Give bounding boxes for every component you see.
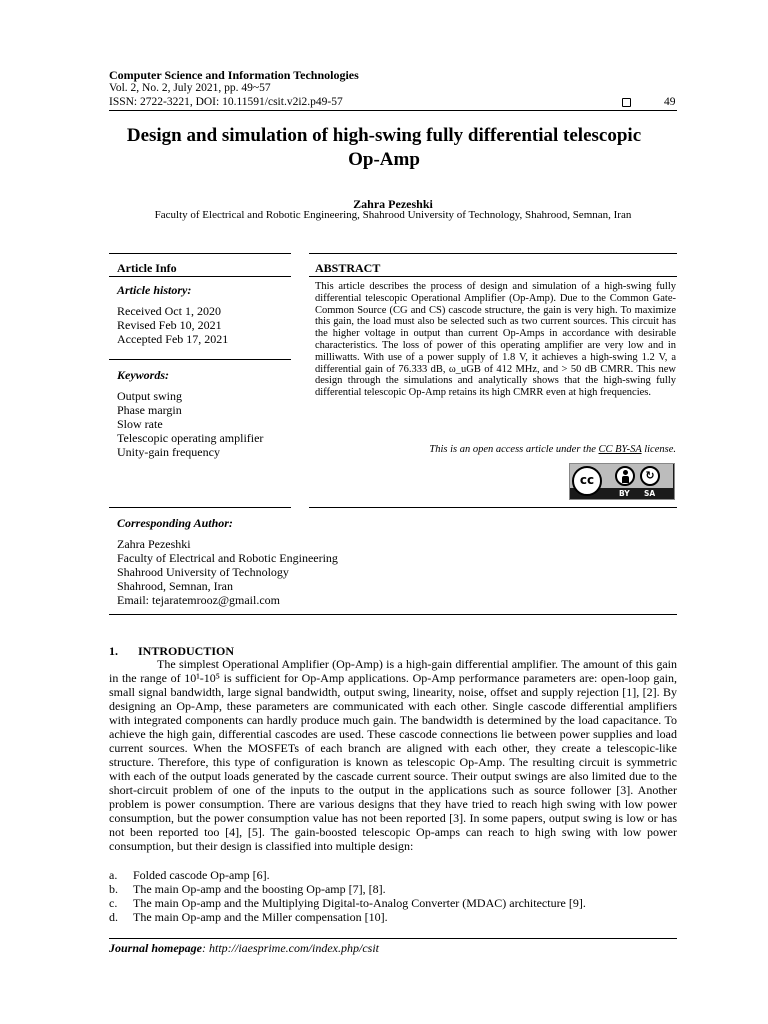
list-text: The main Op-amp and the Multiplying Digital-to-Analog Converter (MDAC) architecture [9]. xyxy=(133,896,586,910)
corresponding-email: Email: tejaratemrooz@gmail.com xyxy=(117,593,280,607)
corresponding-line: Faculty of Electrical and Robotic Engineering xyxy=(117,551,338,565)
author-affiliation: Faculty of Electrical and Robotic Engineering, Shahrood University of Technology, Shahrood, Semnan, Iran xyxy=(154,209,632,221)
list-text: Folded cascode Op-amp [6]. xyxy=(133,868,270,882)
list-item xyxy=(109,910,677,924)
abstract-heading: ABSTRACT xyxy=(315,261,381,275)
corresponding-line: Shahrood, Semnan, Iran xyxy=(117,579,233,593)
list-item xyxy=(109,896,677,910)
abstract-head-rule xyxy=(309,276,677,277)
article-info-heading: Article Info xyxy=(117,261,177,275)
revised-date: Revised Feb 10, 2021 xyxy=(117,318,222,332)
corresponding-line: Zahra Pezeshki xyxy=(117,537,191,551)
square-icon xyxy=(622,98,631,107)
article-history-label: Article history: xyxy=(117,283,192,297)
info-top-rule xyxy=(109,253,291,254)
footer-rule xyxy=(109,938,677,939)
keyword: Output swing xyxy=(117,389,183,403)
author-name: Zahra Pezeshki xyxy=(353,197,433,211)
license-link[interactable]: CC BY-SA xyxy=(598,444,642,455)
history-rule xyxy=(109,359,291,360)
title-line-2: Op-Amp xyxy=(348,149,420,170)
info-head-rule xyxy=(109,276,291,277)
abstract-bottom-rule xyxy=(309,507,677,508)
intro-paragraph: The simplest Operational Amplifier (Op-Amp) is a high-gain differential amplifier. The amount of this gain in the range of 10¹-10⁵ is sufficient for Op-Amp applications. Op-Amp performance parameters are: open-loop gain, small signal bandwidth, large signal bandwidth, output swing, linearity, noise, offset and supply rejection [1], [2]. By designing an Op-Amp, these parameters are communicated with each other. Single cascode differential amplifiers with integrated components can hardly produce much gain. The bandwidth is determined by the load capacitance. To achieve the high gain, differential cascodes are used. These cascode connections lie between power supplies and load current sources. When the MOSFETs of each branch are aligned with each other, they create a telescopic-like structure. Therefore, this type of configuration is known as telescopic Op-Amp. The resulting circuit is symmetric with each of the output loads generated by the cascade current source. Their output swings are also limited due to the short-circuit problem of one of the inputs to the output in the applications such as source follower [3]. Another problem is power consumption. There are various designs that they have tried to reach high swing with low power consumption, but the power consumption value has not been reported [3]. In some papers, output swing is low or has not been reported too [4], [5]. The gain-boosted telescopic Op-amps can reach to high swing with low power consumption, but their design is classified into multiple design: xyxy=(109,657,677,853)
list-text: The main Op-amp and the boosting Op-amp [7], [8]. xyxy=(133,882,386,896)
list-item xyxy=(109,868,677,882)
journal-homepage xyxy=(109,941,379,956)
volume-line: Vol. 2, No. 2, July 2021, pp. 49~57 xyxy=(109,82,271,94)
corresponding-author-label: Corresponding Author: xyxy=(117,516,233,530)
cc-sa-label: SA xyxy=(644,489,656,498)
license-suffix: license. xyxy=(641,444,676,455)
abstract-text: This article describes the process of design and simulation of a high-swing fully differential telescopic Operational Amplifier (Op-Amp). Due to the Common Gate-Common Source (CG and CS) cascode structure, the gain is very high. To maximize this gain, the load must also be selected such as two current sources. This circuit has the higher voltage in output than current Op-Amps in accordance with desirable characteristics. The loss of power of this operating amplifier are very low and in milliwatts. With use of a power supply of 1.8 V, it achieves a high-swing 1.2 V, a differential gain of 76.333 dB, ω_uGB of 412 MHz, and > 50 dB CMRR. This new design through the simulations and analytically shows that the high-swing fully differential telescopic Op-Amp retains its high CMRR even at high frequencies. xyxy=(315,281,676,399)
section-number: 1. xyxy=(109,644,118,658)
list-marker: a. xyxy=(109,868,118,882)
keyword: Slow rate xyxy=(117,417,163,431)
info-bottom-rule xyxy=(109,507,291,508)
keyword: Unity-gain frequency xyxy=(117,445,220,459)
keyword: Phase margin xyxy=(117,403,182,417)
by-attribution-icon xyxy=(615,466,635,486)
accepted-date: Accepted Feb 17, 2021 xyxy=(117,332,229,346)
list-marker: b. xyxy=(109,882,118,896)
share-alike-icon: ↻ xyxy=(640,466,660,486)
homepage-url[interactable]: : http://iaesprime.com/index.php/csit xyxy=(202,941,379,955)
section-heading: INTRODUCTION xyxy=(138,644,235,658)
cc-by-label: BY xyxy=(619,489,630,498)
list-text: The main Op-amp and the Miller compensation [10]. xyxy=(133,910,388,924)
header-rule xyxy=(109,110,677,111)
license-prefix: This is an open access article under the xyxy=(429,444,599,455)
corresponding-bottom-rule xyxy=(109,614,677,615)
keyword: Telescopic operating amplifier xyxy=(117,431,264,445)
corresponding-line: Shahrood University of Technology xyxy=(117,565,289,579)
received-date: Received Oct 1, 2020 xyxy=(117,304,221,318)
list-item xyxy=(109,882,677,896)
abstract-top-rule xyxy=(309,253,677,254)
paper-title xyxy=(100,124,668,172)
homepage-label: Journal homepage xyxy=(109,941,203,955)
title-line-1: Design and simulation of high-swing fully differential telescopic xyxy=(126,125,642,146)
keywords-label: Keywords: xyxy=(117,368,169,382)
page-number: 49 xyxy=(664,96,676,108)
issn-line: ISSN: 2722-3221, DOI: 10.11591/csit.v2i2.p49-57 xyxy=(109,96,343,108)
cc-logo-icon: cc xyxy=(572,466,602,496)
cc-by-sa-badge[interactable] xyxy=(569,463,675,500)
list-marker: c. xyxy=(109,896,118,910)
license-note xyxy=(315,444,676,455)
journal-name: Computer Science and Information Technologies xyxy=(109,68,359,82)
list-marker: d. xyxy=(109,910,118,924)
